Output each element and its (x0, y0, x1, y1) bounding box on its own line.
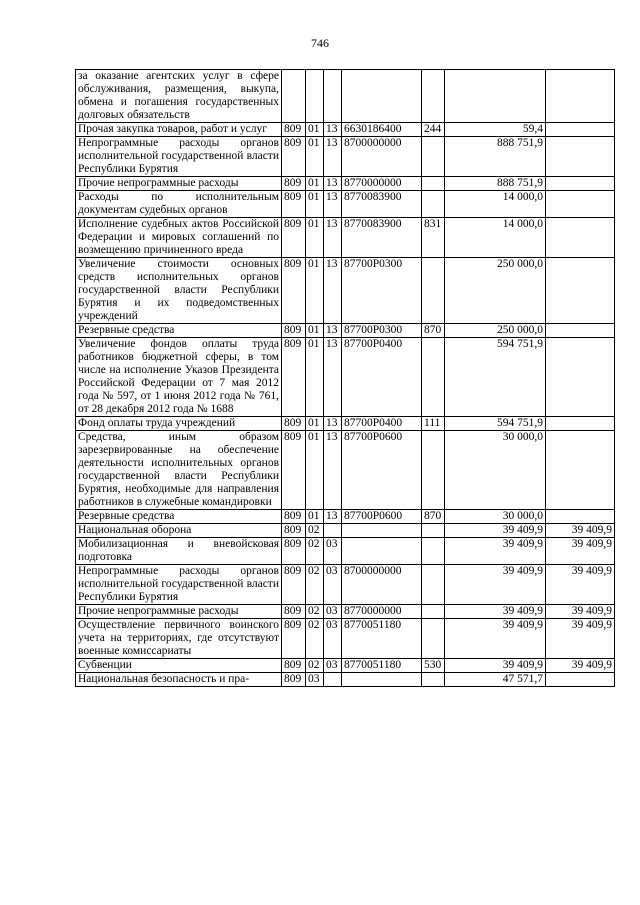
subsection-code-cell: 13 (324, 431, 342, 510)
section-code-cell: 02 (306, 619, 324, 659)
section-code-cell: 01 (306, 431, 324, 510)
target-article-cell: 8770051180 (342, 619, 422, 659)
expense-type-cell (422, 431, 445, 510)
target-article-cell: 8700000000 (342, 565, 422, 605)
target-article-cell (342, 70, 422, 123)
amount-cell (445, 70, 546, 123)
table-row (76, 70, 615, 123)
expense-name-cell: Резервные средства (76, 510, 282, 524)
expense-type-cell: 870 (422, 510, 445, 524)
expense-name-cell: Непрограммные расходы органов исполнительной государственной власти Республики Бурятия (76, 565, 282, 605)
target-article-cell: 8770083900 (342, 191, 422, 218)
subsection-code-cell: 13 (324, 417, 342, 431)
subsection-code-cell: 03 (324, 605, 342, 619)
section-code-cell: 01 (306, 510, 324, 524)
expense-name-cell: Увеличение стоимости основных средств исполнительных органов государственной власти Республики Бурятия и их подведомственных учреждений (76, 258, 282, 324)
section-code-cell: 01 (306, 324, 324, 338)
grbs-code-cell: 809 (282, 605, 306, 619)
target-article-cell: 87700P0400 (342, 338, 422, 417)
table-row (76, 338, 615, 417)
target-article-cell: 87700P0300 (342, 324, 422, 338)
subsection-code-cell: 03 (324, 659, 342, 673)
subsection-code-cell (324, 524, 342, 538)
expense-name-cell: Исполнение судебных актов Российской Федерации и мировых соглашений по возмещению причиненного вреда (76, 218, 282, 258)
expense-name-cell: Осуществление первичного воинского учета на территориях, где отсутствуют военные комиссариаты (76, 619, 282, 659)
expense-type-cell: 870 (422, 324, 445, 338)
grbs-code-cell: 809 (282, 619, 306, 659)
amount-subvention-cell (546, 510, 615, 524)
target-article-cell: 8770000000 (342, 177, 422, 191)
table-row (76, 218, 615, 258)
section-code-cell: 01 (306, 338, 324, 417)
grbs-code-cell: 809 (282, 137, 306, 177)
expense-name-cell: Непрограммные расходы органов исполнительной государственной власти Республики Бурятия (76, 137, 282, 177)
target-article-cell: 6630186400 (342, 123, 422, 137)
subsection-code-cell: 13 (324, 324, 342, 338)
amount-subvention-cell: 39 409,9 (546, 659, 615, 673)
expense-type-cell (422, 137, 445, 177)
expense-name-cell: Прочая закупка товаров, работ и услуг (76, 123, 282, 137)
section-code-cell: 01 (306, 258, 324, 324)
expense-name-cell: Прочие непрограммные расходы (76, 605, 282, 619)
expense-type-cell: 111 (422, 417, 445, 431)
amount-cell: 30 000,0 (445, 431, 546, 510)
target-article-cell: 87700P0300 (342, 258, 422, 324)
amount-cell: 39 409,9 (445, 538, 546, 565)
target-article-cell: 87700P0600 (342, 431, 422, 510)
amount-subvention-cell: 39 409,9 (546, 524, 615, 538)
amount-subvention-cell (546, 137, 615, 177)
expense-type-cell (422, 673, 445, 687)
section-code-cell (306, 70, 324, 123)
amount-cell: 39 409,9 (445, 619, 546, 659)
expense-name-cell: за оказание агентских услуг в сфере обслуживания, размещения, выкупа, обмена и погашения государственных долговых обязательств (76, 70, 282, 123)
table-row (76, 565, 615, 605)
amount-cell: 39 409,9 (445, 565, 546, 605)
subsection-code-cell: 13 (324, 218, 342, 258)
amount-cell: 39 409,9 (445, 524, 546, 538)
expense-type-cell (422, 191, 445, 218)
grbs-code-cell: 809 (282, 338, 306, 417)
table-row (76, 510, 615, 524)
amount-cell: 14 000,0 (445, 191, 546, 218)
target-article-cell: 8770000000 (342, 605, 422, 619)
amount-subvention-cell (546, 70, 615, 123)
expense-name-cell: Субвенции (76, 659, 282, 673)
grbs-code-cell: 809 (282, 565, 306, 605)
grbs-code-cell: 809 (282, 417, 306, 431)
expense-name-cell: Прочие непрограммные расходы (76, 177, 282, 191)
expense-type-cell (422, 70, 445, 123)
section-code-cell: 01 (306, 417, 324, 431)
expense-type-cell: 530 (422, 659, 445, 673)
grbs-code-cell: 809 (282, 324, 306, 338)
amount-subvention-cell: 39 409,9 (546, 605, 615, 619)
grbs-code-cell: 809 (282, 524, 306, 538)
table-row (76, 324, 615, 338)
expense-name-cell: Фонд оплаты труда учреждений (76, 417, 282, 431)
table-row (76, 258, 615, 324)
amount-cell: 39 409,9 (445, 605, 546, 619)
expense-type-cell (422, 538, 445, 565)
subsection-code-cell: 13 (324, 123, 342, 137)
expense-type-cell (422, 524, 445, 538)
expense-name-cell: Мобилизационная и вневойсковая подготовка (76, 538, 282, 565)
amount-cell: 14 000,0 (445, 218, 546, 258)
amount-cell: 30 000,0 (445, 510, 546, 524)
table-row (76, 673, 615, 687)
expense-name-cell: Увеличение фондов оплаты труда работников бюджетной сферы, в том числе на исполнение Указов Президента Российской Федерации от 7 мая 2012 года № 597, от 1 июня 2012 года № 761, от 28 декабря 2012 года № 1688 (76, 338, 282, 417)
amount-subvention-cell (546, 191, 615, 218)
expense-type-cell: 831 (422, 218, 445, 258)
section-code-cell: 01 (306, 191, 324, 218)
table-row (76, 431, 615, 510)
expense-type-cell (422, 605, 445, 619)
expense-name-cell: Национальная оборона (76, 524, 282, 538)
expense-type-cell: 244 (422, 123, 445, 137)
target-article-cell: 8770051180 (342, 659, 422, 673)
amount-cell: 594 751,9 (445, 417, 546, 431)
subsection-code-cell: 13 (324, 191, 342, 218)
page-number: 746 (311, 36, 329, 50)
amount-subvention-cell (546, 324, 615, 338)
table-row (76, 605, 615, 619)
subsection-code-cell (324, 673, 342, 687)
table-row (76, 524, 615, 538)
grbs-code-cell: 809 (282, 659, 306, 673)
section-code-cell: 01 (306, 137, 324, 177)
amount-cell: 250 000,0 (445, 258, 546, 324)
expense-type-cell (422, 565, 445, 605)
amount-subvention-cell (546, 123, 615, 137)
target-article-cell: 8700000000 (342, 137, 422, 177)
section-code-cell: 01 (306, 218, 324, 258)
table-row (76, 417, 615, 431)
target-article-cell (342, 538, 422, 565)
table-row (76, 137, 615, 177)
section-code-cell: 02 (306, 524, 324, 538)
section-code-cell: 02 (306, 538, 324, 565)
grbs-code-cell: 809 (282, 673, 306, 687)
amount-subvention-cell: 39 409,9 (546, 538, 615, 565)
target-article-cell: 87700P0600 (342, 510, 422, 524)
section-code-cell: 01 (306, 177, 324, 191)
target-article-cell (342, 524, 422, 538)
subsection-code-cell: 13 (324, 137, 342, 177)
amount-cell: 594 751,9 (445, 338, 546, 417)
amount-cell: 47 571,7 (445, 673, 546, 687)
subsection-code-cell: 03 (324, 619, 342, 659)
expense-type-cell (422, 338, 445, 417)
subsection-code-cell (324, 70, 342, 123)
amount-subvention-cell: 39 409,9 (546, 619, 615, 659)
amount-cell: 250 000,0 (445, 324, 546, 338)
grbs-code-cell: 809 (282, 258, 306, 324)
amount-cell: 59,4 (445, 123, 546, 137)
expense-type-cell (422, 177, 445, 191)
subsection-code-cell: 13 (324, 177, 342, 191)
grbs-code-cell: 809 (282, 510, 306, 524)
grbs-code-cell: 809 (282, 218, 306, 258)
amount-subvention-cell (546, 218, 615, 258)
amount-subvention-cell (546, 258, 615, 324)
section-code-cell: 02 (306, 565, 324, 605)
subsection-code-cell: 03 (324, 538, 342, 565)
expense-name-cell: Резервные средства (76, 324, 282, 338)
budget-table-body (76, 70, 615, 687)
grbs-code-cell: 809 (282, 123, 306, 137)
amount-subvention-cell (546, 673, 615, 687)
target-article-cell (342, 673, 422, 687)
target-article-cell: 87700P0400 (342, 417, 422, 431)
subsection-code-cell: 03 (324, 565, 342, 605)
amount-subvention-cell (546, 177, 615, 191)
expense-type-cell (422, 258, 445, 324)
grbs-code-cell (282, 70, 306, 123)
grbs-code-cell: 809 (282, 177, 306, 191)
grbs-code-cell: 809 (282, 431, 306, 510)
section-code-cell: 02 (306, 605, 324, 619)
amount-subvention-cell: 39 409,9 (546, 565, 615, 605)
amount-cell: 888 751,9 (445, 137, 546, 177)
amount-subvention-cell (546, 431, 615, 510)
section-code-cell: 01 (306, 123, 324, 137)
budget-table (75, 69, 615, 687)
table-row (76, 619, 615, 659)
subsection-code-cell: 13 (324, 510, 342, 524)
table-row (76, 123, 615, 137)
expense-name-cell: Средства, иным образом зарезервированные на обеспечение деятельности исполнительных органов государственной власти Республики Бурятия, необходимые для направления работников в служебные командировки (76, 431, 282, 510)
grbs-code-cell: 809 (282, 191, 306, 218)
amount-subvention-cell (546, 338, 615, 417)
table-row (76, 538, 615, 565)
expense-type-cell (422, 619, 445, 659)
table-row (76, 659, 615, 673)
target-article-cell: 8770083900 (342, 218, 422, 258)
amount-cell: 888 751,9 (445, 177, 546, 191)
expense-name-cell: Национальная безопасность и пра- (76, 673, 282, 687)
subsection-code-cell: 13 (324, 338, 342, 417)
amount-subvention-cell (546, 417, 615, 431)
subsection-code-cell: 13 (324, 258, 342, 324)
section-code-cell: 02 (306, 659, 324, 673)
grbs-code-cell: 809 (282, 538, 306, 565)
section-code-cell: 03 (306, 673, 324, 687)
expense-name-cell: Расходы по исполнительным документам судебных органов (76, 191, 282, 218)
table-row (76, 177, 615, 191)
table-row (76, 191, 615, 218)
amount-cell: 39 409,9 (445, 659, 546, 673)
